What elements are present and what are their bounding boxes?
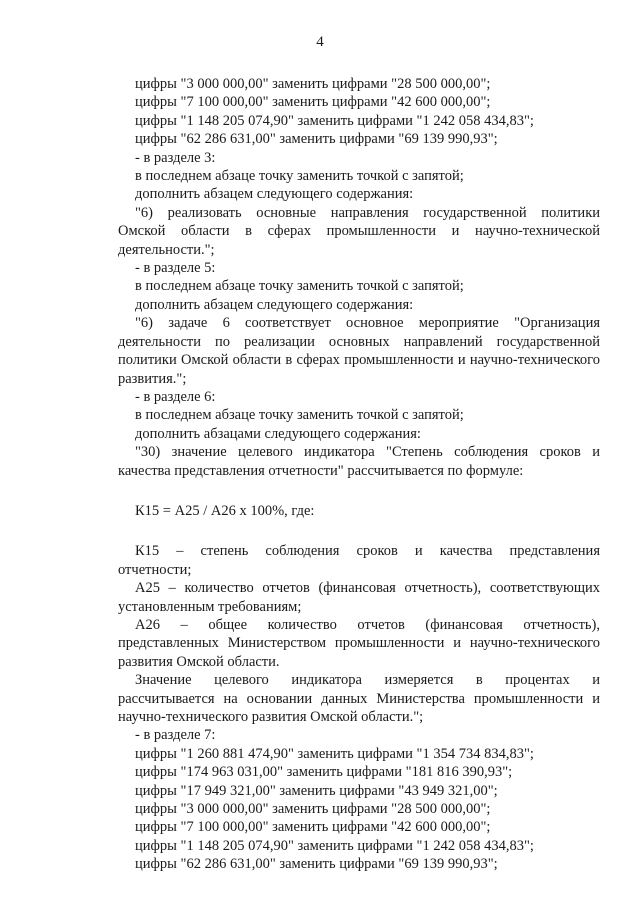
text-line: качества представления отчетности" рассчитывается по формуле:: [118, 462, 524, 479]
text-line: А26 – общее количество отчетов (финансовая отчетность),: [135, 616, 600, 633]
text-line: цифры "62 286 631,00" заменить цифрами "69 139 990,93";: [135, 131, 498, 148]
text-line: в последнем абзаце точку заменить точкой с запятой;: [135, 407, 464, 424]
text-line: дополнить абзацем следующего содержания:: [135, 186, 414, 203]
text-line: политики Омской области в сферах промышленности и научно-технического: [118, 352, 600, 369]
text-line: "6) задаче 6 соответствует основное мероприятие "Организация: [135, 315, 600, 332]
text-line: деятельности.";: [118, 241, 215, 258]
text-line: - в разделе 7:: [135, 727, 216, 744]
text-line: в последнем абзаце точку заменить точкой с запятой;: [135, 168, 464, 185]
text-line: деятельности по реализации основных направлений государственной: [118, 333, 600, 350]
text-line: А25 – количество отчетов (финансовая отчетность), соответствующих: [135, 580, 600, 597]
text-line: развития.";: [118, 370, 187, 387]
text-line: - в разделе 6:: [135, 388, 216, 405]
text-line: цифры "7 100 000,00" заменить цифрами "42 600 000,00";: [135, 94, 491, 111]
document-body: [118, 75, 600, 874]
text-line: Значение целевого индикатора измеряется в процентах и: [135, 672, 600, 689]
text-line: дополнить абзацами следующего содержания:: [135, 425, 421, 442]
text-line: "30) значение целевого индикатора "Степень соблюдения сроков и: [135, 444, 600, 461]
page-number: 4: [316, 34, 324, 50]
text-line: цифры "174 963 031,00" заменить цифрами "181 816 390,93";: [135, 764, 513, 781]
text-line: цифры "17 949 321,00" заменить цифрами "43 949 321,00";: [135, 782, 498, 799]
text-line: цифры "7 100 000,00" заменить цифрами "42 600 000,00";: [135, 819, 491, 836]
text-line: - в разделе 5:: [135, 260, 216, 277]
text-line: цифры "62 286 631,00" заменить цифрами "69 139 990,93";: [135, 856, 498, 873]
text-line: цифры "1 148 205 074,90" заменить цифрами "1 242 058 434,83";: [135, 837, 534, 854]
text-line: К15 – степень соблюдения сроков и качества представления: [135, 543, 600, 560]
text-line: дополнить абзацем следующего содержания:: [135, 296, 414, 313]
text-line: цифры "3 000 000,00" заменить цифрами "28 500 000,00";: [135, 76, 491, 92]
text-line: "6) реализовать основные направления государственной политики: [135, 204, 600, 221]
text-line: цифры "1 260 881 474,90" заменить цифрами "1 354 734 834,83";: [135, 745, 534, 762]
text-line: рассчитывается на основании данных Министерства промышленности и: [118, 690, 600, 707]
text-line: - в разделе 3:: [135, 149, 216, 166]
text-line: К15 = А25 / А26 х 100%, где:: [135, 502, 315, 519]
text-line: научно-технического развития Омской области.";: [118, 709, 424, 725]
text-line: представленных Министерством промышленности и научно-технического: [118, 635, 600, 652]
text-line: в последнем абзаце точку заменить точкой с запятой;: [135, 278, 464, 295]
text-line: цифры "1 148 205 074,90" заменить цифрами "1 242 058 434,83";: [135, 112, 534, 129]
text-line: отчетности;: [118, 561, 192, 578]
text-line: цифры "3 000 000,00" заменить цифрами "28 500 000,00";: [135, 801, 491, 818]
text-line: установленным требованиям;: [118, 598, 302, 615]
text-line: Омской области в сферах промышленности и научно-технической: [118, 223, 600, 240]
text-line: развития Омской области.: [118, 653, 280, 670]
